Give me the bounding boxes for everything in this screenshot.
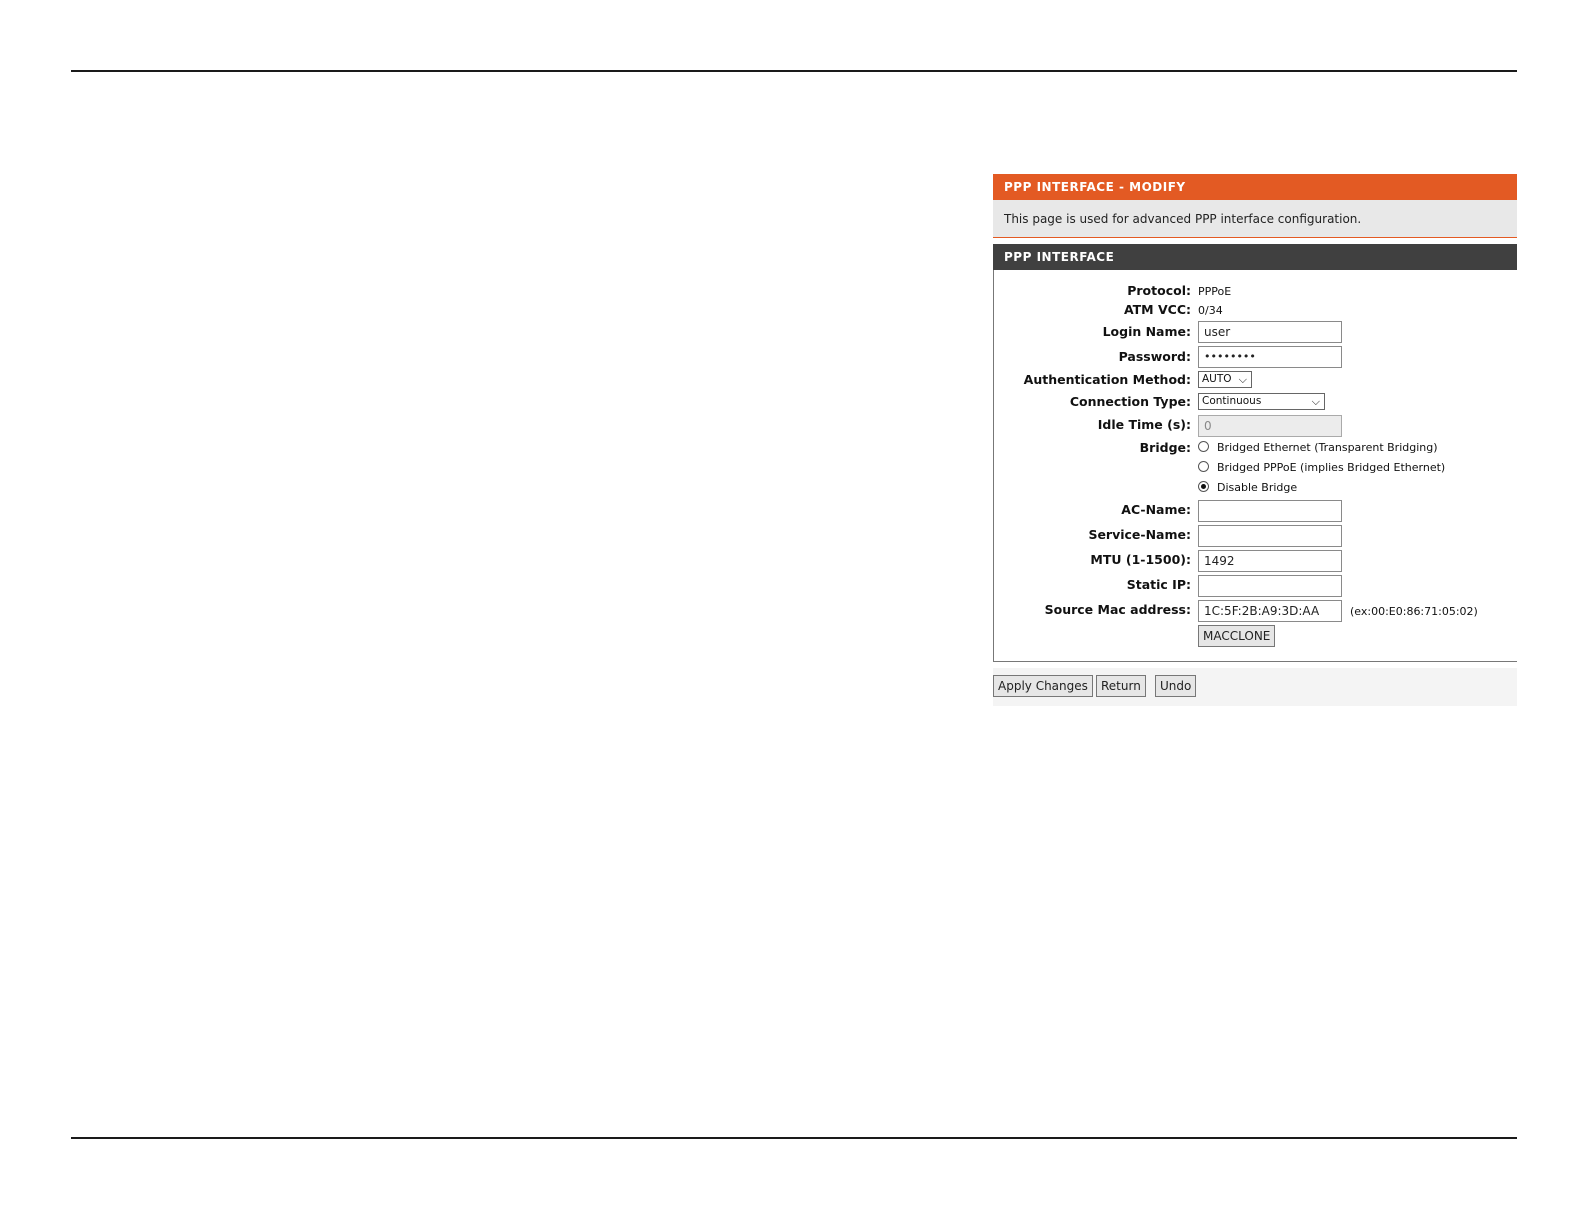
auth-method-value: AUTO xyxy=(1202,373,1232,385)
bridge-option-disable-label: Disable Bridge xyxy=(1217,481,1298,494)
atm-vcc-label: ATM VCC: xyxy=(1123,302,1191,317)
mtu-input[interactable]: 1492 xyxy=(1198,550,1342,572)
login-name-label: Login Name: xyxy=(1102,324,1191,339)
bridge-option-disable[interactable] xyxy=(1198,481,1297,494)
chevron-down-icon: ⌵ xyxy=(1238,373,1247,386)
auth-method-label: Authentication Method: xyxy=(1023,372,1191,387)
source-mac-hint: (ex:00:E0:86:71:05:02) xyxy=(1350,605,1478,618)
bridge-option-ethernet[interactable] xyxy=(1198,441,1438,454)
ac-name-input[interactable] xyxy=(1198,500,1342,522)
mtu-label: MTU (1-1500): xyxy=(1090,552,1191,567)
connection-type-select[interactable] xyxy=(1198,393,1325,410)
protocol-value: PPPoE xyxy=(1198,285,1232,298)
section-header: PPP INTERFACE xyxy=(993,244,1517,270)
static-ip-input[interactable] xyxy=(1198,575,1342,597)
modify-header: PPP INTERFACE - MODIFY xyxy=(993,174,1517,200)
connection-type-value: Continuous xyxy=(1202,395,1262,407)
bridge-option-pppoe[interactable] xyxy=(1198,461,1445,474)
static-ip-label: Static IP: xyxy=(1126,577,1191,592)
bottom-divider xyxy=(71,1137,1517,1139)
radio-selected-icon[interactable] xyxy=(1198,481,1209,492)
connection-type-label: Connection Type: xyxy=(1069,394,1191,409)
top-divider xyxy=(71,70,1517,72)
return-button[interactable]: Return xyxy=(1096,675,1146,697)
service-name-label: Service-Name: xyxy=(1088,527,1191,542)
apply-changes-button[interactable]: Apply Changes xyxy=(993,675,1093,697)
ac-name-label: AC-Name: xyxy=(1121,502,1191,517)
undo-button[interactable]: Undo xyxy=(1155,675,1196,697)
source-mac-label: Source Mac address: xyxy=(1044,602,1191,617)
password-label: Password: xyxy=(1118,349,1191,364)
source-mac-input[interactable]: 1C:5F:2B:A9:3D:AA xyxy=(1198,600,1342,622)
bridge-label: Bridge: xyxy=(1139,440,1191,455)
page-description: This page is used for advanced PPP interface configuration. xyxy=(993,200,1517,238)
idle-time-label: Idle Time (s): xyxy=(1097,417,1191,432)
password-input[interactable]: •••••••• xyxy=(1198,346,1342,368)
auth-method-select[interactable] xyxy=(1198,371,1252,388)
macclone-button[interactable]: MACCLONE xyxy=(1198,625,1275,647)
login-name-input[interactable]: user xyxy=(1198,321,1342,343)
chevron-down-icon: ⌵ xyxy=(1311,395,1320,408)
atm-vcc-value: 0/34 xyxy=(1198,304,1223,317)
radio-icon[interactable] xyxy=(1198,461,1209,472)
bridge-option-ethernet-label: Bridged Ethernet (Transparent Bridging) xyxy=(1217,441,1438,454)
bridge-option-pppoe-label: Bridged PPPoE (implies Bridged Ethernet) xyxy=(1217,461,1446,474)
protocol-label: Protocol: xyxy=(1127,283,1191,298)
idle-time-input[interactable]: 0 xyxy=(1198,415,1342,437)
service-name-input[interactable] xyxy=(1198,525,1342,547)
radio-icon[interactable] xyxy=(1198,441,1209,452)
